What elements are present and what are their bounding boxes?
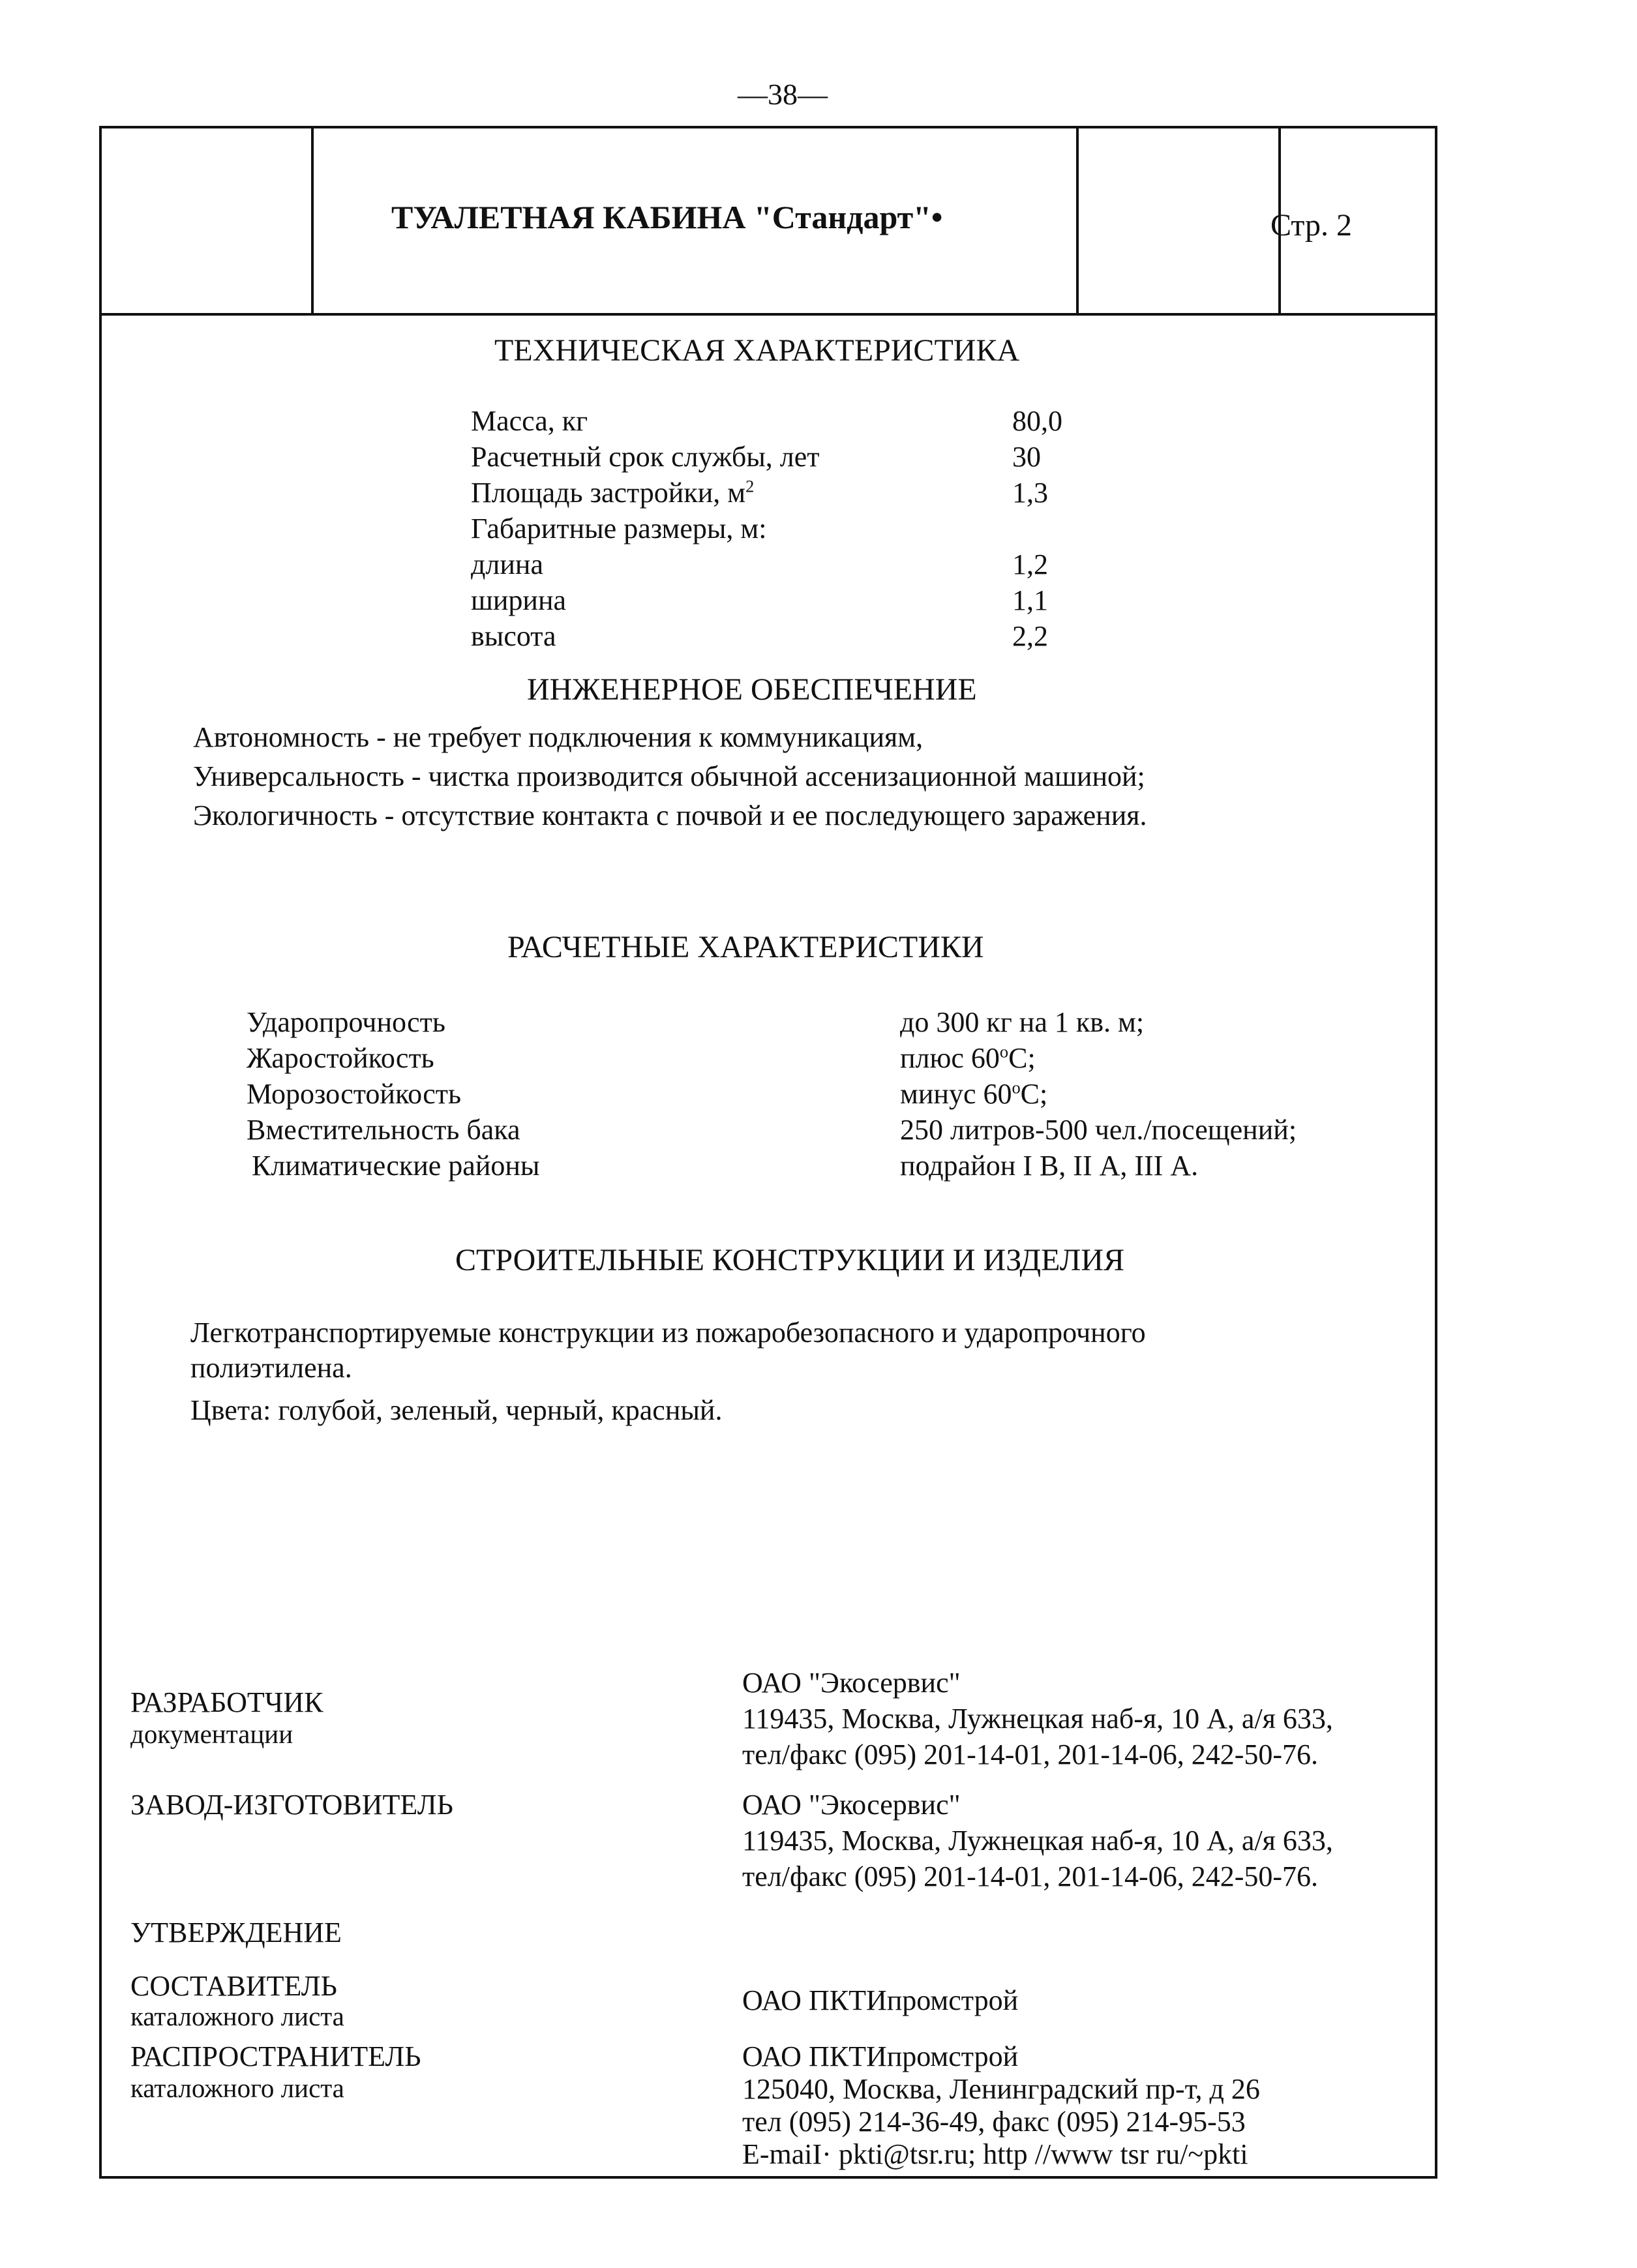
calc-value-impact: до 300 кг на 1 кв. м; xyxy=(900,1006,1145,1038)
compiler-name: ОАО ПКТИпромстрой xyxy=(742,1984,1019,2016)
tech-label-height: высота xyxy=(471,620,556,652)
distributor-phone: тел (095) 214-36-49, факс (095) 214-95-53 xyxy=(742,2106,1246,2138)
tech-value-mass: 80,0 xyxy=(1012,405,1062,437)
distributor-label: РАСПРОСТРАНИТЕЛЬ xyxy=(130,2040,421,2072)
degree-sign: о xyxy=(1012,1077,1021,1097)
calc-label-tank: Вместительность бака xyxy=(247,1114,520,1146)
page-number: —38— xyxy=(738,78,828,111)
page-reference: Стр. 2 xyxy=(1270,208,1352,243)
calc-label-impact: Ударопрочность xyxy=(247,1006,445,1038)
tech-value-area: 1,3 xyxy=(1012,477,1048,509)
document-title: ТУАЛЕТНАЯ КАБИНА "Стандарт"• xyxy=(391,199,943,235)
tech-label-area xyxy=(471,476,754,509)
calc-value-heat xyxy=(900,1041,1036,1075)
calc-value-heat-pre: плюс 60 xyxy=(900,1042,1000,1074)
construction-heading: СТРОИТЕЛЬНЫЕ КОНСТРУКЦИИ И ИЗДЕЛИЯ xyxy=(455,1243,1124,1277)
calc-value-frost-post: С; xyxy=(1020,1078,1048,1110)
calculated-heading: РАСЧЕТНЫЕ ХАРАКТЕРИСТИКИ xyxy=(507,930,984,964)
tech-value-length: 1,2 xyxy=(1012,548,1048,580)
tech-label-lifetime: Расчетный срок службы, лет xyxy=(471,441,820,473)
calc-value-frost-pre: минус 60 xyxy=(900,1078,1012,1110)
header-divider-1 xyxy=(311,126,314,314)
distributor-contacts: E-maiI· pkti@tsr.ru; http //www tsr ru/~pkti xyxy=(742,2138,1248,2170)
calc-label-frost: Морозостойкость xyxy=(247,1078,462,1110)
degree-sign: о xyxy=(999,1041,1009,1062)
construction-line-1: Легкотранспортируемые конструкции из пожаробезопасного и ударопрочного xyxy=(190,1317,1146,1349)
construction-colors: Цвета: голубой, зеленый, черный, красный. xyxy=(190,1394,723,1426)
calc-value-climate: подрайон I В, II А, III А. xyxy=(900,1150,1199,1182)
tech-label-area-sup: 2 xyxy=(745,476,755,496)
developer-label: РАЗРАБОТЧИК xyxy=(130,1686,323,1718)
calc-label-heat: Жаростойкость xyxy=(247,1042,434,1074)
calc-value-frost xyxy=(900,1077,1047,1111)
engineering-line-autonomy: Автономность - не требует подключения к коммуникациям, xyxy=(193,721,924,753)
maker-phone: тел/факс (095) 201-14-01, 201-14-06, 242-50-76. xyxy=(742,1860,1319,1892)
developer-name: ОАО "Экосервис" xyxy=(742,1667,961,1699)
header-divider-2 xyxy=(1076,126,1079,314)
maker-label: ЗАВОД-ИЗГОТОВИТЕЛЬ xyxy=(130,1789,453,1821)
construction-line-2: полиэтилена. xyxy=(190,1352,352,1384)
engineering-heading: ИНЖЕНЕРНОЕ ОБЕСПЕЧЕНИЕ xyxy=(527,672,977,707)
developer-address: 119435, Москва, Лужнецкая наб-я, 10 А, а/я 633, xyxy=(742,1703,1333,1735)
tech-label-width: ширина xyxy=(471,584,567,616)
header-bottom-rule xyxy=(99,313,1437,316)
approval-label: УТВЕРЖДЕНИЕ xyxy=(130,1917,342,1948)
tech-value-lifetime: 30 xyxy=(1012,441,1041,473)
compiler-sublabel: каталожного листа xyxy=(130,2001,344,2031)
compiler-label: СОСТАВИТЕЛЬ xyxy=(130,1970,337,2002)
developer-phone: тел/факс (095) 201-14-01, 201-14-06, 242-50-76. xyxy=(742,1738,1319,1770)
calc-value-heat-post: С; xyxy=(1008,1042,1036,1074)
calc-label-climate: Климатические районы xyxy=(252,1150,540,1182)
tech-value-width: 1,1 xyxy=(1012,584,1048,616)
distributor-sublabel: каталожного листа xyxy=(130,2073,344,2103)
distributor-name: ОАО ПКТИпромстрой xyxy=(742,2040,1019,2072)
technical-heading: ТЕХНИЧЕСКАЯ ХАРАКТЕРИСТИКА xyxy=(494,333,1020,368)
engineering-line-ecology: Экологичность - отсутствие контакта с почвой и ее последующего заражения. xyxy=(193,799,1147,831)
tech-label-mass: Масса, кг xyxy=(471,405,588,437)
maker-address: 119435, Москва, Лужнецкая наб-я, 10 А, а/я 633, xyxy=(742,1825,1333,1857)
tech-label-length: длина xyxy=(471,548,543,580)
engineering-line-universality: Универсальность - чистка производится обычной ассенизационной машиной; xyxy=(193,760,1145,792)
tech-label-area-text: Площадь застройки, м xyxy=(471,477,746,509)
tech-value-height: 2,2 xyxy=(1012,620,1048,652)
developer-sublabel: документации xyxy=(130,1719,293,1749)
maker-name: ОАО "Экосервис" xyxy=(742,1789,961,1821)
tech-label-dimensions: Габаритные размеры, м: xyxy=(471,513,767,545)
distributor-address: 125040, Москва, Ленинградский пр-т, д 26 xyxy=(742,2073,1260,2105)
calc-value-tank: 250 литров-500 чел./посещений; xyxy=(900,1114,1297,1146)
